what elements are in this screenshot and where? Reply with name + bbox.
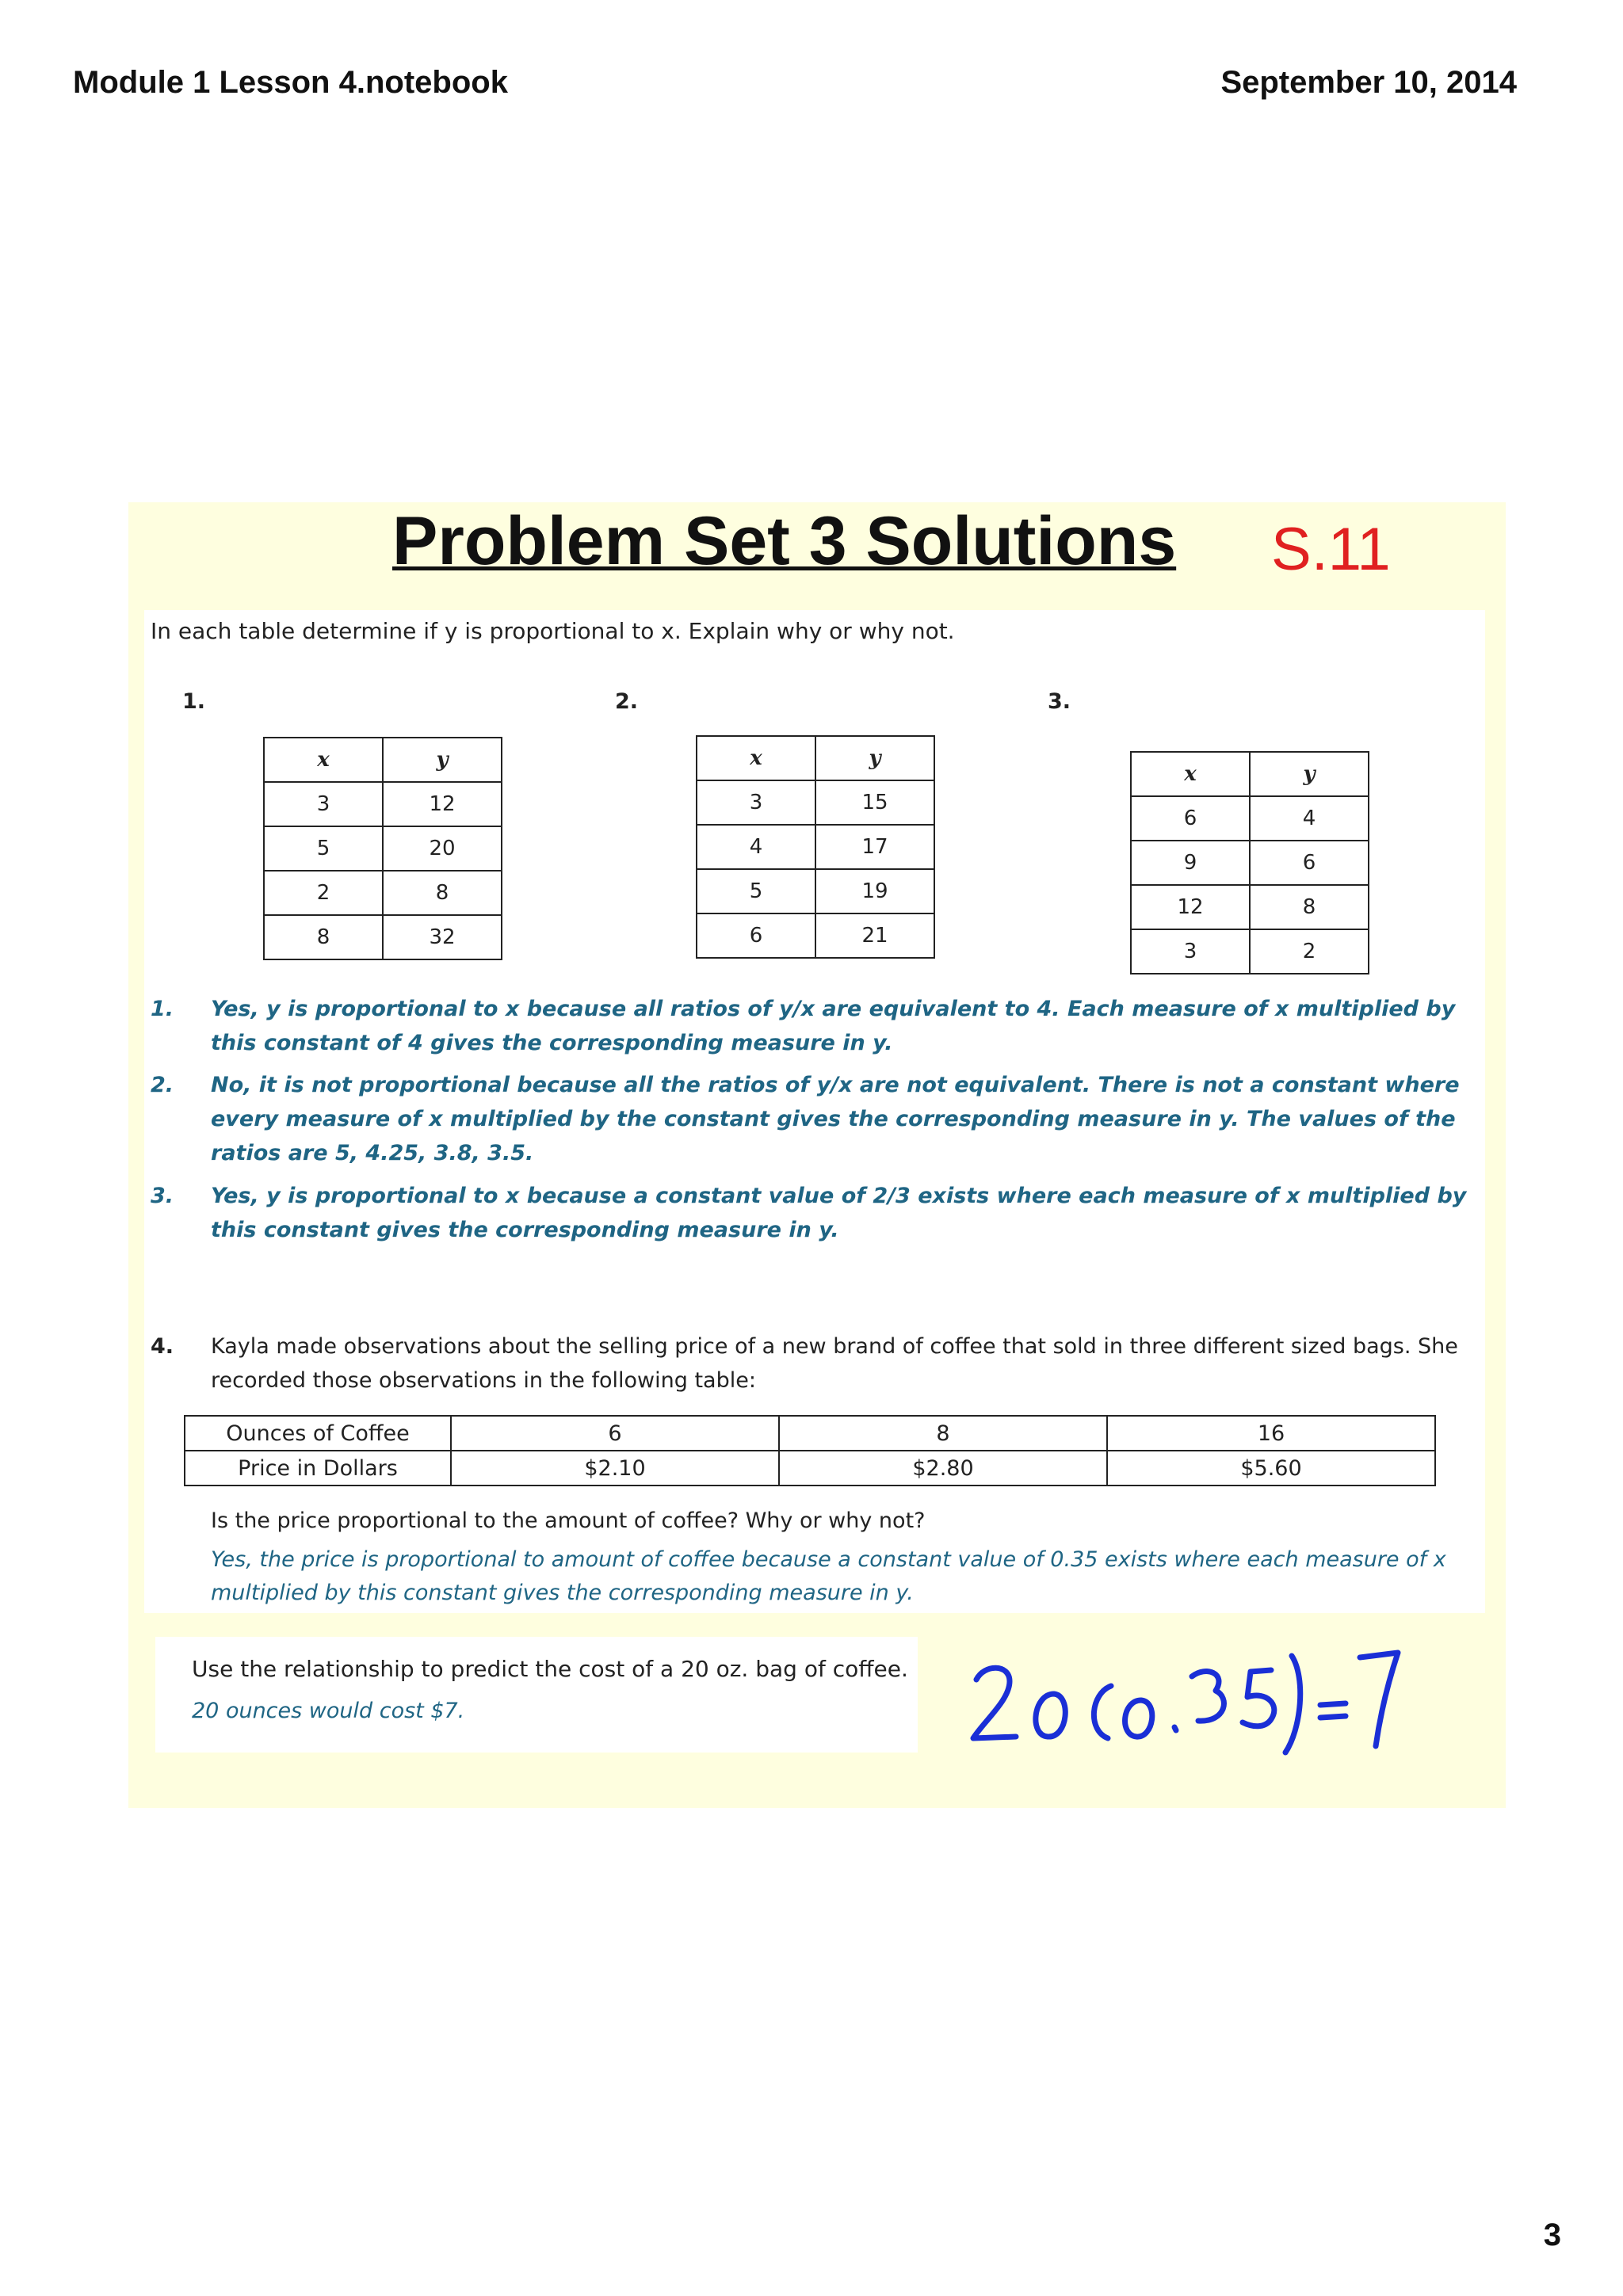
cell: 6 (1250, 841, 1369, 885)
cell: 5 (264, 826, 383, 871)
header-y: y (815, 736, 934, 780)
cell: 16 (1107, 1416, 1435, 1451)
prediction-answer: 20 ounces would cost $7. (192, 1699, 465, 1723)
page-number: 3 (1543, 2218, 1561, 2252)
row-label: Ounces of Coffee (185, 1416, 451, 1451)
answer-number: 3. (151, 1184, 174, 1208)
cell: 6 (1131, 796, 1250, 841)
coffee-table (184, 1415, 1436, 1486)
answer-number: 2. (151, 1073, 174, 1097)
slide-title: Problem Set 3 Solutions (392, 503, 1177, 579)
answer-text: Yes, y is proportional to x because a constant value of 2/3 exists where each measure of x multiplied by this constant gives the corresponding measure in y. (211, 1184, 1467, 1242)
cell: 21 (815, 913, 934, 958)
answer-text: Yes, y is proportional to x because all ratios of y/x are equivalent to 4. Each measure of x multiplied by this constant of 4 gives the corresponding measure in y. (211, 997, 1456, 1055)
table-2 (696, 735, 935, 959)
cell: 19 (815, 869, 934, 913)
slide (128, 502, 1506, 1808)
slide-code: S.11 (1271, 516, 1391, 583)
cell: 17 (815, 825, 934, 869)
table-row (185, 1451, 1435, 1486)
document-title: Module 1 Lesson 4.notebook (73, 65, 508, 100)
worksheet (144, 610, 1485, 1613)
cell: 4 (697, 825, 815, 869)
cell: 4 (1250, 796, 1369, 841)
instructions: In each table determine if y is proportional to x. Explain why or why not. (151, 618, 955, 644)
proportional-answer: Yes, the price is proportional to amount of coffee because a constant value of 0.35 exists where each measure of x multiplied by this constant gives the corresponding measure in y. (211, 1547, 1446, 1605)
cell: 6 (451, 1416, 779, 1451)
handwritten-calculation (960, 1618, 1404, 1776)
question-number: 4. (151, 1334, 174, 1359)
answer-text: No, it is not proportional because all the ratios of y/x are not equivalent. There is not a constant where every measure of x multiplied by the constant gives the corresponding measure in y. The values of the ratios are 5, 4.25, 3.8, 3.5. (211, 1073, 1460, 1165)
cell: 32 (383, 915, 502, 959)
prediction-question: Use the relationship to predict the cost of a 20 oz. bag of coffee. (192, 1656, 908, 1682)
table-1 (263, 737, 502, 960)
cell: 2 (1250, 929, 1369, 974)
cell: 9 (1131, 841, 1250, 885)
cell: 3 (1131, 929, 1250, 974)
cell: 2 (264, 871, 383, 915)
cell: 8 (264, 915, 383, 959)
cell: 20 (383, 826, 502, 871)
header-y: y (383, 738, 502, 782)
document-date: September 10, 2014 (1220, 65, 1517, 100)
cell: 5 (697, 869, 815, 913)
table-1-label: 1. (182, 689, 206, 714)
header-x: x (697, 736, 815, 780)
header-x: x (264, 738, 383, 782)
cell: 12 (1131, 885, 1250, 929)
cell: 15 (815, 780, 934, 825)
cell: $2.80 (779, 1451, 1107, 1486)
cell: 3 (697, 780, 815, 825)
table-3 (1130, 751, 1369, 974)
proportional-question: Is the price proportional to the amount of coffee? Why or why not? (211, 1508, 926, 1533)
cell: 6 (697, 913, 815, 958)
table-2-label: 2. (615, 689, 639, 714)
header-y: y (1250, 752, 1369, 796)
answer-number: 1. (151, 997, 174, 1021)
table-3-label: 3. (1048, 689, 1071, 714)
cell: 8 (779, 1416, 1107, 1451)
row-label: Price in Dollars (185, 1451, 451, 1486)
cell: 12 (383, 782, 502, 826)
cell: 8 (383, 871, 502, 915)
prediction-box (155, 1637, 918, 1753)
cell: 8 (1250, 885, 1369, 929)
table-row (185, 1416, 1435, 1451)
cell: 3 (264, 782, 383, 826)
cell: $2.10 (451, 1451, 779, 1486)
cell: $5.60 (1107, 1451, 1435, 1486)
question-text: Kayla made observations about the selling price of a new brand of coffee that sold in three different sized bags. She recorded those observations in the following table: (211, 1334, 1458, 1393)
header-x: x (1131, 752, 1250, 796)
